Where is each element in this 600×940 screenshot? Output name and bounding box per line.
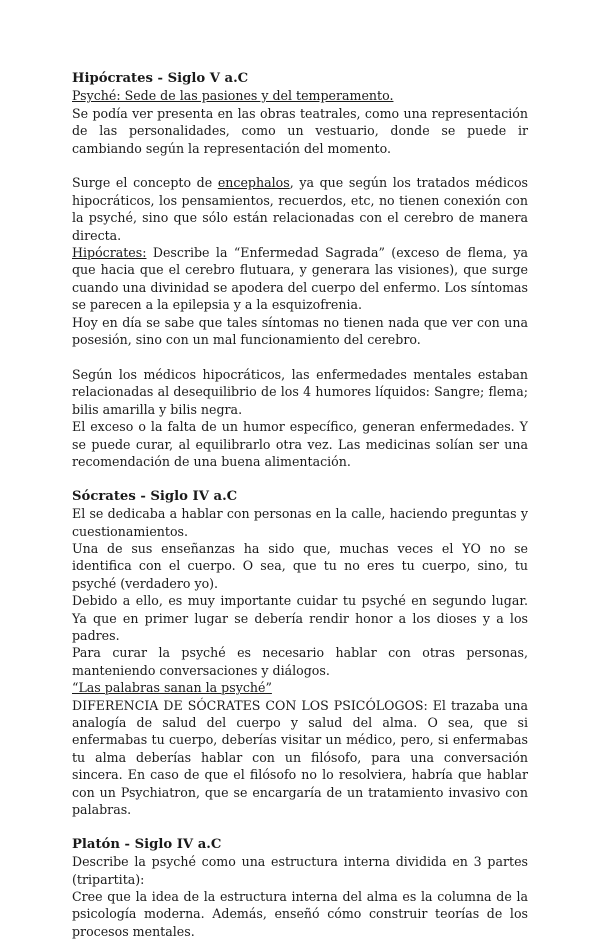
paragraph: Hoy en día se sabe que tales síntomas no tienen nada que ver con una posesión, sino con un mal funcionamiento del cerebro. [72,314,528,348]
paragraph: Para curar la psyché es necesario hablar con otras personas, manteniendo conversaciones y diálogos. [72,645,528,678]
heading-hipocrates: Hipócrates - Siglo V a.C [72,71,249,86]
label-hipocrates: Hipócrates: [72,245,147,261]
term-encephalos: encephalos [217,175,290,191]
quote: “Las palabras sanan la psyché” [72,680,272,696]
paragraph-text: , ya que según los tratados médicos hipocráticos, los pensamientos, recuerdos, etc, no tienen conexión con la psyché, sino que sólo están relacionadas con el cerebro de manera directa. [72,175,528,243]
paragraph: Cree que la idea de la estructura interna del alma es la columna de la psicología moderna. Además, enseñó cómo construir teorías de los procesos mentales. [72,889,528,939]
heading-socrates: Sócrates - Siglo IV a.C [72,488,238,504]
paragraph [72,174,528,244]
subtitle-psyche: Psyché: Sede de las pasiones y del temperamento. [72,88,394,104]
paragraph: Una de sus enseñanzas ha sido que, muchas veces el YO no se identifica con el cuerpo. O sea, que tu no eres tu cuerpo, sino, tu psyché (verdadero yo). [72,540,528,591]
paragraph: DIFERENCIA DE SÓCRATES CON LOS PSICÓLOGOS: El trazaba una analogía de salud del cuerpo y salud del alma. O sea, que si enfermabas tu cuerpo, deberías visitar un médico, pero, si enfermabas tu alma deberías hablar con un filósofo, para una conversación sincera. En caso de que el filósofo no lo resolviera, habría que hablar con un Psychiatron, que se encargaría de un tratamiento invasivo con palabras. [72,697,528,818]
paragraph: El se dedicaba a hablar con personas en la calle, haciendo preguntas y cuestionamientos. [72,506,528,539]
paragraph: Describe la psyché como una estructura interna dividida en 3 partes (tripartita): [72,854,528,887]
paragraph: El exceso o la falta de un humor específico, generan enfermedades. Y se puede curar, al equilibrarlo otra vez. Las medicinas solían ser una recomendación de una buena alimentación. [72,419,528,469]
paragraph: Debido a ello, es muy importante cuidar tu psyché en segundo lugar. Ya que en primer lugar se debería rendir honor a los dioses y a los padres. [72,593,528,643]
paragraph-text: Describe la “Enfermedad Sagrada” (exceso de flema, ya que hacia que el cerebro flutuara, y generara las visiones), que surge cuando una divinidad se apodera del cuerpo del enfermo. Los síntomas se parecen a la epilepsia y a la esquizofrenia. [72,245,528,313]
paragraph: Según los médicos hipocráticos, las enfermedades mentales estaban relacionadas al desequilibrio de los 4 humores líquidos: Sangre; flema; bilis amarilla y bilis negra. [72,366,528,417]
paragraph [72,244,528,314]
document-body [72,70,528,940]
paragraph-text: Surge el concepto de [72,175,218,191]
heading-platon: Platón - Siglo IV a.C [72,836,222,852]
paragraph: Se podía ver presenta en las obras teatrales, como una representación de las personalidades, como un vestuario, donde se puede ir cambiando según la representación del momento. [72,105,528,156]
